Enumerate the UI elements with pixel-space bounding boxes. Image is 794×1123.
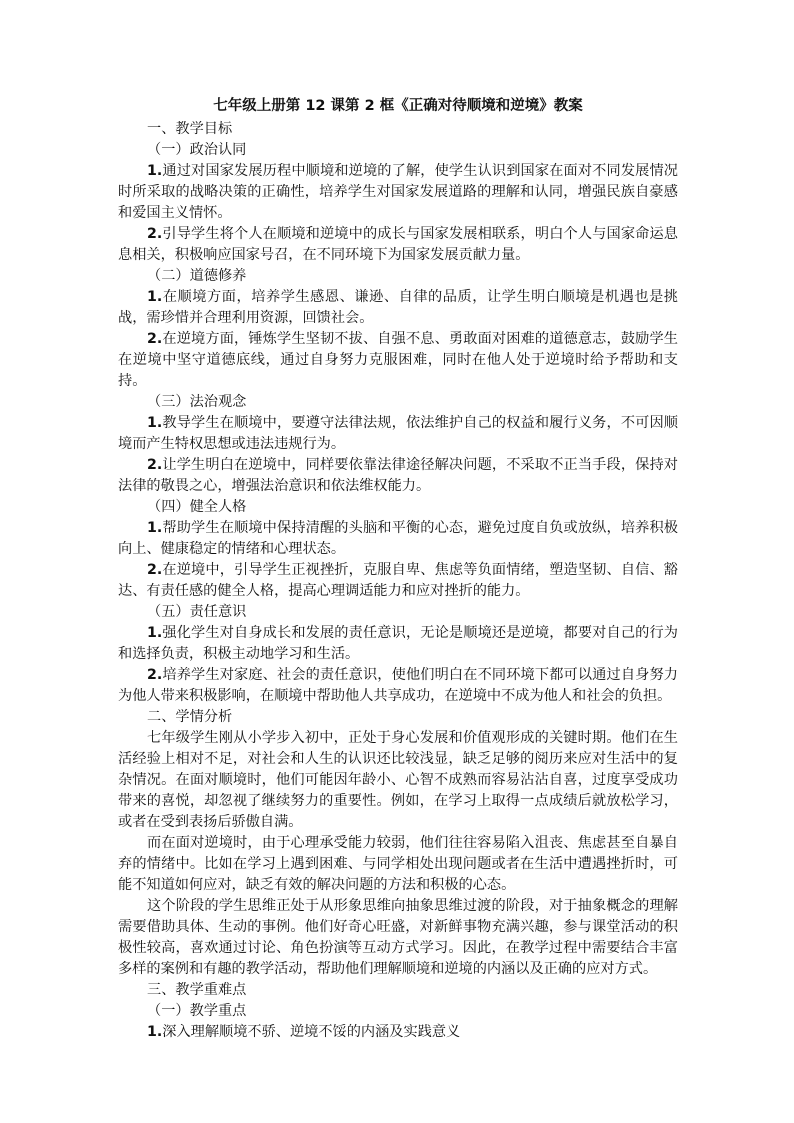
paragraph-text: 深入理解顺境不骄、逆境不馁的内涵及实践意义 xyxy=(162,1024,461,1040)
item-number: 2. xyxy=(147,667,163,683)
paragraph xyxy=(118,518,678,560)
paragraph-text: 七年级学生刚从小学步入初中，正处于身心发展和价值观形成的关键时期。他们在生活经验上相对不足，对社会和人生的认识还比较浅显，缺乏足够的阅历来应对生活中的复杂情况。在面对顺境时，他们可能因年龄小、心智不成熟而容易沾沾自喜，过度享受成功带来的喜悦，却忽视了继续努力的重要性。例如，在学习上取得一点成绩后就放松学习，或者在受到表扬后骄傲自满。 xyxy=(118,730,678,830)
paragraph-text: （二）道德修养 xyxy=(147,268,247,284)
subsection-heading xyxy=(118,392,678,413)
document-body xyxy=(118,119,678,1043)
item-number: 1. xyxy=(147,415,163,431)
paragraph xyxy=(118,833,678,896)
item-number: 2. xyxy=(147,562,163,578)
paragraph-text: 帮助学生在顺境中保持清醒的头脑和平衡的心态，避免过度自负或放纵，培养积极向上、健康稳定的情绪和心理状态。 xyxy=(118,520,678,557)
paragraph xyxy=(118,413,678,455)
paragraph-text: 引导学生将个人在顺境和逆境中的成长与国家发展相联系，明白个人与国家命运息息相关，积极响应国家号召，在不同环境下为国家发展贡献力量。 xyxy=(118,226,678,263)
subsection-heading xyxy=(118,1001,678,1022)
paragraph-text: 在顺境方面，培养学生感恩、谦逊、自律的品质，让学生明白顺境是机遇也是挑战，需珍惜并合理利用资源，回馈社会。 xyxy=(118,289,678,326)
section-heading xyxy=(118,980,678,1001)
paragraph xyxy=(118,560,678,602)
paragraph-text: （一）政治认同 xyxy=(147,142,247,158)
item-number: 1. xyxy=(147,625,163,641)
section-heading xyxy=(118,707,678,728)
paragraph-text: （五）责任意识 xyxy=(147,604,247,620)
paragraph-text: 培养学生对家庭、社会的责任意识，使他们明白在不同环境下都可以通过自身努力为他人带来积极影响，在顺境中帮助他人共享成功，在逆境中不成为他人和社会的负担。 xyxy=(118,667,678,704)
paragraph xyxy=(118,665,678,707)
paragraph-text: 教导学生在顺境中，要遵守法律法规，依法维护自己的权益和履行义务，不可因顺境而产生特权思想或违法违规行为。 xyxy=(118,415,678,452)
paragraph xyxy=(118,161,678,224)
item-number: 1. xyxy=(147,163,163,179)
paragraph xyxy=(118,623,678,665)
item-number: 2. xyxy=(147,457,163,473)
paragraph-text: （四）健全人格 xyxy=(147,499,247,515)
item-number: 1. xyxy=(147,520,163,536)
paragraph-text: 让学生明白在逆境中，同样要依靠法律途径解决问题，不采取不正当手段，保持对法律的敬畏之心，增强法治意识和依法维权能力。 xyxy=(118,457,678,494)
paragraph-text: 这个阶段的学生思维正处于从形象思维向抽象思维过渡的阶段，对于抽象概念的理解需要借助具体、生动的事例。他们好奇心旺盛，对新鲜事物充满兴趣，参与课堂活动的积极性较高，喜欢通过讨论、角色扮演等互动方式学习。因此，在教学过程中需要结合丰富多样的案例和有趣的教学活动，帮助他们理解顺境和逆境的内涵以及正确的应对方式。 xyxy=(118,898,678,977)
subsection-heading xyxy=(118,497,678,518)
paragraph xyxy=(118,455,678,497)
item-number: 1. xyxy=(147,1024,163,1040)
section-heading xyxy=(118,119,678,140)
paragraph-text: 强化学生对自身成长和发展的责任意识，无论是顺境还是逆境，都要对自己的行为和选择负责，积极主动地学习和生活。 xyxy=(118,625,678,662)
paragraph-text: 而在面对逆境时，由于心理承受能力较弱，他们往往容易陷入沮丧、焦虑甚至自暴自弃的情绪中。比如在学习上遇到困难、与同学相处出现问题或者在生活中遭遇挫折时，可能不知道如何应对，缺乏有效的解决问题的方法和积极的心态。 xyxy=(118,835,678,893)
paragraph xyxy=(118,728,678,833)
paragraph-text: （三）法治观念 xyxy=(147,394,247,410)
document-title: 七年级上册第 12 课第 2 框《正确对待顺境和逆境》教案 xyxy=(213,98,583,114)
paragraph-text: 通过对国家发展历程中顺境和逆境的了解，使学生认识到国家在面对不同发展情况时所采取的战略决策的正确性，培养学生对国家发展道路的理解和认同，增强民族自豪感和爱国主义情怀。 xyxy=(118,163,678,221)
subsection-heading xyxy=(118,266,678,287)
paragraph xyxy=(118,896,678,980)
item-number: 1. xyxy=(147,289,163,305)
paragraph xyxy=(118,329,678,392)
item-number: 2. xyxy=(147,226,163,242)
paragraph xyxy=(118,224,678,266)
paragraph-text: 三、教学重难点 xyxy=(147,982,247,998)
document-page xyxy=(118,96,678,1043)
paragraph-text: 在逆境中，引导学生正视挫折，克服自卑、焦虑等负面情绪，塑造坚韧、自信、豁达、有责任感的健全人格，提高心理调适能力和应对挫折的能力。 xyxy=(118,562,678,599)
paragraph-text: （一）教学重点 xyxy=(147,1003,247,1019)
paragraph xyxy=(118,287,678,329)
paragraph-text: 一、教学目标 xyxy=(147,121,233,137)
subsection-heading xyxy=(118,140,678,161)
paragraph-text: 二、学情分析 xyxy=(147,709,233,725)
item-number: 2. xyxy=(147,331,163,347)
subsection-heading xyxy=(118,602,678,623)
paragraph-text: 在逆境方面，锤炼学生坚韧不拔、自强不息、勇敢面对困难的道德意志，鼓励学生在逆境中坚守道德底线，通过自身努力克服困难，同时在他人处于逆境时给予帮助和支持。 xyxy=(118,331,678,389)
paragraph xyxy=(118,1022,678,1043)
